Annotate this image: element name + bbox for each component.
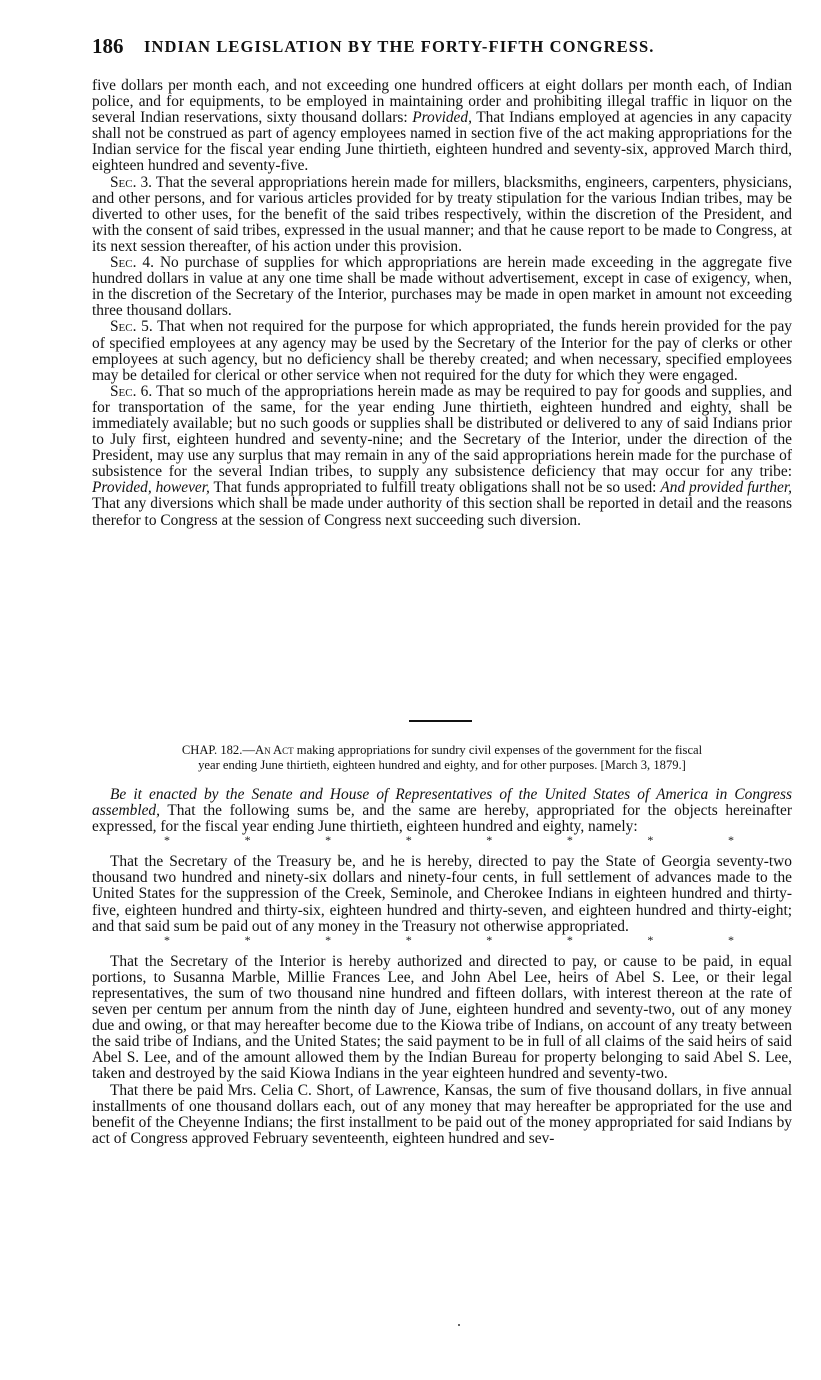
section-3: Sec. 3. That the several appropriations herein made for millers, blacksmiths, engineers, carpenters, physicians, and other persons, and for various articles provided for by treaty stipulation for the various Indian tribes, may be diverted to other uses, for the benefit of the said tribes respectively, within the discretion of the President, and with the consent of said tribes, expressed in the usual manner; and that he cause report to be made to Congress, at its next session thereafter, of his action under this provision. <box>92 173 792 255</box>
ellipsis-stars: * * * * * * * * <box>164 932 734 947</box>
celia-short-paragraph: That there be paid Mrs. Celia C. Short, of Lawrence, Kansas, the sum of five thousand dollars, in five annual installments of one thousand dollars each, out of any money that may hereafter be appropriated for the use and benefit of the Cheyenne Indians; the first installment to be paid out of the money appropriated for said Indians by act of Congress approved February seventeenth, eighteen hundred and sev- <box>92 1081 792 1147</box>
section-divider <box>409 720 472 722</box>
lee-heirs-paragraph: That the Secretary of the Interior is hereby authorized and directed to pay, or cause to be paid, in equal portions, to Susanna Marble, Millie Frances Lee, and John Abel Lee, heirs of Abel S. Lee, or their legal representatives, the sum of two thousand nine hundred and fifteen dollars, with interest thereon at the rate of seven per centum per annum from the ninth day of June, eighteen hundred and seventy-two, out of any money due and owing, or that may hereafter become due to the Kiowa tribe of Indians, on account of any treaty between the said tribe of Indians, and the United States; the said payment to be in full of all claims of the said heirs of said Abel S. Lee, and of the amount allowed them by the Indian Bureau for property belonging to said Abel S. Lee, taken and destroyed by the said Kiowa Indians in the year eighteen hundred and seventy-two. <box>92 952 792 1083</box>
ellipsis-stars: * * * * * * * * <box>164 833 734 848</box>
section-label: Sec. 5. <box>110 318 153 336</box>
act-body <box>92 787 792 1147</box>
section-5: Sec. 5. That when not required for the purpose for which appropriated, the funds herein provided for the pay of specified employees at any agency may be used by the Secretary of the Interior for the pay of clerks or other employees at such agency, but no deficiency shall be thereby created; and when necessary, specified employees may be detailed for clerical or other service when not required for the duty for which they were engaged. <box>92 318 792 384</box>
page-header <box>92 34 792 62</box>
georgia-paragraph: That the Secretary of the Treasury be, and he is hereby, directed to pay the State of Georgia seventy-two thousand two hundred and ninety-six dollars and ninety-four cents, in full settlement of advances made to the United States for the suppression of the Creek, Seminole, and Cherokee Indians in eighteen hundred and thirty-five, eighteen hundred and thirty-six, eighteen hundred and thirty-seven, and eighteen hundred and thirty-eight; and that said sum be paid out of any money in the Treasury not otherwise appropriated. <box>92 853 792 935</box>
running-title: INDIAN LEGISLATION BY THE FORTY-FIFTH CONGRESS. <box>144 37 655 56</box>
enacting-clause: Be it enacted by the Senate and House of Representatives of the United States of America in Congress assembled, That the following sums be, and the same are hereby, appropriated for the objects hereinafter expressed, for the fiscal year ending June thirtieth, eighteen hundred and eighty, namely: <box>92 786 792 836</box>
section-label: Sec. 6. <box>110 382 153 400</box>
section-label: Sec. 3. <box>110 173 153 191</box>
page-number: 186 <box>92 34 124 58</box>
enactment-date: [March 3, 1879.] <box>600 757 686 772</box>
section-6: Sec. 6. That so much of the appropriations herein made as may be required to pay for goods and supplies, and for transportation of the same, for the year ending June thirtieth, eighteen hundred and eighty, shall be immediately available; but no such goods or supplies shall be distributed or delivered to any of said Indians prior to July first, eighteen hundred and seventy-nine; and the Secretary of the Interior, under the direction of the President, may use any surplus that may remain in any of the said appropriations herein made for the purchase of subsistence for the several Indian tribes, to supply any subsistence deficiency that may occur for any tribe: Provided, however, That funds appropriated to fulfill treaty obligations shall not be so used: And provided further, That any diversions which shall be made under authority of this section shall be reported in detail and the reasons therefor to Congress at the session of Congress next succeeding such diversion. <box>92 382 793 529</box>
top-section <box>92 78 792 529</box>
chapter-heading: CHAP. 182.—An Act making appropriations for sundry civil expenses of the government for the fiscal year ending June thirtieth, eighteen hundred and eighty, and for other purposes. [March 3, 1879.] <box>181 743 703 772</box>
section-label: Sec. 4. <box>110 254 154 272</box>
paragraph-police: five dollars per month each, and not exceeding one hundred officers at eight dollars per month each, of Indian police, and for equipments, to be employed in maintaining order and prohibiting illegal traffic in liquor on the several Indian reservations, sixty thousand dollars: Provided, That Indians employed at agencies in any capacity shall not be construed as part of agency employees named in section five of the act making appropriations for the Indian service for the fiscal year ending June thirtieth, eighteen hundred and seventy-six, approved March third, eighteen hundred and seventy-five. <box>92 77 792 175</box>
print-speck <box>458 1324 460 1326</box>
section-4: Sec. 4. No purchase of supplies for which appropriations are herein made exceeding in the aggregate five hundred dollars in value at any one time shall be made without advertisement, except in case of exigency, when, in the discretion of the Secretary of the Interior, purchases may be made in open market in amount not exceeding three thousand dollars. <box>92 254 792 320</box>
